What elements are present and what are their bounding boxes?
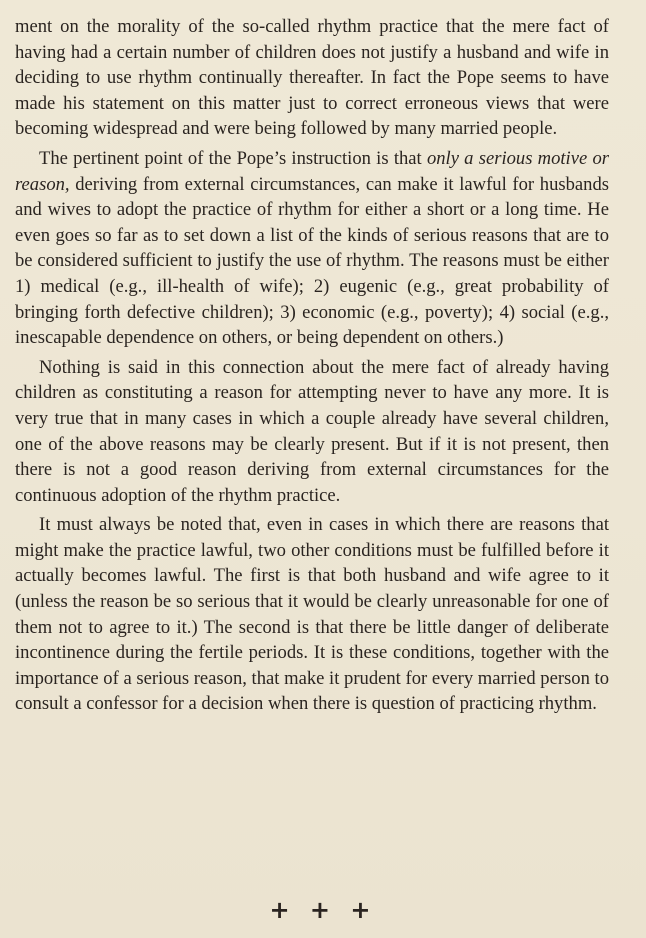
paragraph-4 [15,512,609,717]
paragraph-4-text: It must always be noted that, even in cases in which there are reasons that might make the practice lawful, two other conditions must be fulfilled before it actually becomes lawful. The first is that both husband and wife agree to it (unless the reason be so serious that it would be clearly unreasonable for one of them not to agree to it.) The second is that there be little danger of deliberate incontinence during the fertile periods. It is these conditions, together with the importance of a serious reason, that make it prudent for every married person to consult a confessor for a decision when there is question of practicing rhythm. [15,514,609,715]
paragraph-3 [15,355,609,509]
paragraph-2-emphasis: only a serious motive or reason, [15,147,609,195]
paragraph-3-text: Nothing is said in this connection about the mere fact of already having children as constituting a reason for attempting never to have any more. It is very true that in many cases in which a couple already have several children, one of the above reasons may be clearly present. But if it is not present, then there is not a good reason deriving from external circumstances for the continuous adoption of the rhythm practice. [15,356,609,506]
paragraph-2-text-end: deriving from external circumstances, can make it lawful for husbands and wives to adopt the practice of rhythm for either a short or a long time. He even goes so far as to set down a list of the kinds of serious reasons that are to be considered sufficient to justify the use of rhythm. The reasons must be either 1) medical (e.g., ill-health of wife); 2) eugenic (e.g., great probability of bringing forth defective children); 3) economic (e.g., poverty); 4) social (e.g., inescapable dependence on others, or being dependent on others.) [15,173,609,349]
section-end-ornament: + + + [269,896,377,924]
paragraph-1-text: ment on the morality of the so-called rhythm practice that the mere fact of having had a certain number of children does not justify a husband and wife in deciding to use rhythm continually thereafter. In fact the Pope seems to have made his statement on this matter just to correct erroneous views that were becoming widespread and were being followed by many married people. [15,16,609,140]
paragraph-1 [15,14,609,142]
body-text [15,14,609,717]
paragraph-2 [15,146,609,351]
paragraph-2-text-start: The pertinent point of the Pope’s instruction is that [39,147,427,169]
